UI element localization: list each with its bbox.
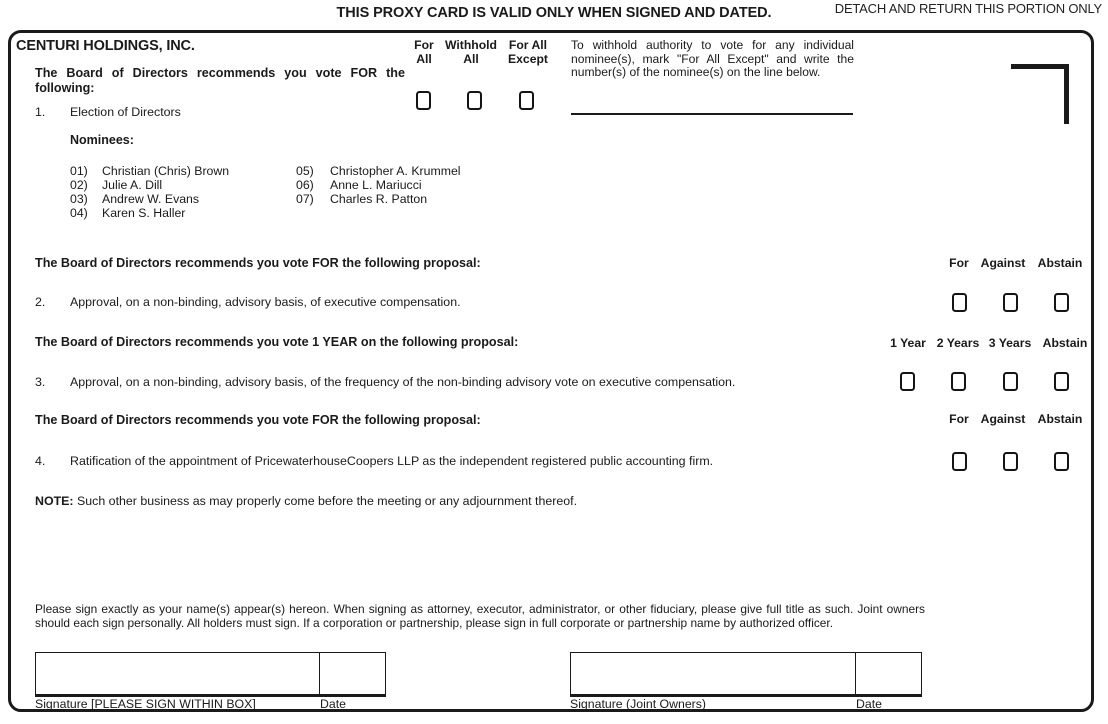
nominee-number: 01) xyxy=(70,164,88,178)
nominee-exception-write-in-line[interactable] xyxy=(571,113,853,115)
column-header-withhold-all-line1: Withhold xyxy=(444,38,497,52)
corner-registration-mark xyxy=(1011,64,1069,124)
column-header-for-all-except xyxy=(499,39,557,66)
vote-header-abstain-p3: Abstain xyxy=(1042,336,1088,350)
signature-label-primary: Signature [PLEASE SIGN WITHIN BOX] xyxy=(35,697,256,711)
column-header-for-all-line2: All xyxy=(416,51,432,66)
vote-header-abstain-p4: Abstain xyxy=(1037,412,1083,426)
column-header-for-all xyxy=(405,39,443,66)
nominee-name: Christopher A. Krummel xyxy=(330,164,461,178)
proposal-3-text: Approval, on a non-binding, advisory basis, of the frequency of the non-binding advisory vote on executive compensation. xyxy=(70,375,736,389)
proposal-2-number: 2. xyxy=(35,295,46,309)
checkbox-proposal3-3years[interactable] xyxy=(1003,372,1018,391)
board-recommendation-proposal3: The Board of Directors recommends you vote 1 YEAR on the following proposal: xyxy=(35,335,519,349)
nominees-heading: Nominees: xyxy=(70,133,134,147)
note-line xyxy=(35,494,577,508)
signature-box-primary[interactable] xyxy=(35,652,386,695)
signature-date-divider xyxy=(319,653,320,694)
registration-mark-horizontal xyxy=(1011,64,1069,69)
checkbox-item1-for-all-except[interactable] xyxy=(519,91,534,110)
detach-return-notice: DETACH AND RETURN THIS PORTION ONLY xyxy=(834,1,1102,16)
nominee-number: 02) xyxy=(70,178,88,192)
nominee-number: 06) xyxy=(296,178,314,192)
registration-mark-vertical xyxy=(1064,64,1069,124)
column-header-for-all-except-line1: For All xyxy=(508,38,548,52)
note-text: Such other business as may properly come before the meeting or any adjournment thereof. xyxy=(73,494,578,508)
checkbox-proposal4-for[interactable] xyxy=(952,452,967,471)
signature-instructions: Please sign exactly as your name(s) appear(s) hereon. When signing as attorney, executor, administrator, or other fiduciary, please give full title as such. Joint owners should each sign personally. All holders must sign. If a corporation or partnership, please sign in full corporate or partnership name by authorized officer. xyxy=(35,602,925,630)
vote-header-for-p2: For xyxy=(949,256,969,270)
column-header-for-all-line1: For xyxy=(414,38,434,52)
company-name: CENTURI HOLDINGS, INC. xyxy=(16,38,195,54)
checkbox-proposal2-against[interactable] xyxy=(1003,293,1018,312)
date-label-joint: Date xyxy=(856,697,882,711)
nominee-number: 04) xyxy=(70,206,88,220)
nominee-name: Karen S. Haller xyxy=(102,206,186,220)
vote-header-1year-p3: 1 Year xyxy=(890,336,926,350)
joint-signature-date-divider xyxy=(855,653,856,694)
vote-header-against-p2: Against xyxy=(980,256,1026,270)
proposal-2-text: Approval, on a non-binding, advisory basis, of executive compensation. xyxy=(70,295,461,309)
nominee-name: Julie A. Dill xyxy=(102,178,163,192)
signature-label-joint: Signature (Joint Owners) xyxy=(570,697,707,711)
nominee-name: Andrew W. Evans xyxy=(102,192,200,206)
vote-header-for-p4: For xyxy=(949,412,969,426)
column-header-for-all-except-line2: Except xyxy=(508,51,548,66)
checkbox-proposal4-against[interactable] xyxy=(1003,452,1018,471)
date-label-primary: Date xyxy=(320,697,346,711)
nominee-number: 03) xyxy=(70,192,88,206)
checkbox-item1-withhold-all[interactable] xyxy=(467,91,482,110)
board-recommendation-proposal2: The Board of Directors recommends you vote FOR the following proposal: xyxy=(35,256,481,270)
vote-header-2years-p3: 2 Years xyxy=(936,336,980,350)
column-header-withhold-all-line2: All xyxy=(463,51,479,66)
checkbox-proposal3-2years[interactable] xyxy=(951,372,966,391)
nominee-name: Charles R. Patton xyxy=(330,192,428,206)
vote-header-abstain-p2: Abstain xyxy=(1037,256,1083,270)
page-header xyxy=(0,0,1108,30)
proposal-4-number: 4. xyxy=(35,454,46,468)
checkbox-item1-for-all[interactable] xyxy=(416,91,431,110)
vote-header-against-p4: Against xyxy=(980,412,1026,426)
proxy-validity-title: THIS PROXY CARD IS VALID ONLY WHEN SIGNED AND DATED. xyxy=(336,5,772,21)
board-recommendation-proposal4: The Board of Directors recommends you vote FOR the following proposal: xyxy=(35,413,481,427)
column-header-withhold-all xyxy=(442,39,500,66)
signature-box-joint[interactable] xyxy=(570,652,922,695)
checkbox-proposal4-abstain[interactable] xyxy=(1054,452,1069,471)
checkbox-proposal3-1year[interactable] xyxy=(900,372,915,391)
nominee-number: 07) xyxy=(296,192,314,206)
board-recommendation-item1: The Board of Directors recommends you vote FOR the following: xyxy=(35,66,405,95)
checkbox-proposal2-abstain[interactable] xyxy=(1054,293,1069,312)
proposal-1-number: 1. xyxy=(35,105,46,119)
proposal-4-text: Ratification of the appointment of PricewaterhouseCoopers LLP as the independent registered public accounting firm. xyxy=(70,454,714,468)
checkbox-proposal3-abstain[interactable] xyxy=(1054,372,1069,391)
checkbox-proposal2-for[interactable] xyxy=(952,293,967,312)
proposal-3-number: 3. xyxy=(35,375,46,389)
nominee-name: Anne L. Mariucci xyxy=(330,178,422,192)
withhold-authority-instructions: To withhold authority to vote for any individual nominee(s), mark "For All Except" and write the number(s) of the nominee(s) on the line below. xyxy=(571,38,854,80)
note-label: NOTE: xyxy=(35,494,74,508)
proposal-1-label: Election of Directors xyxy=(70,105,181,119)
nominee-name: Christian (Chris) Brown xyxy=(102,164,230,178)
nominee-number: 05) xyxy=(296,164,314,178)
vote-header-3years-p3: 3 Years xyxy=(988,336,1032,350)
